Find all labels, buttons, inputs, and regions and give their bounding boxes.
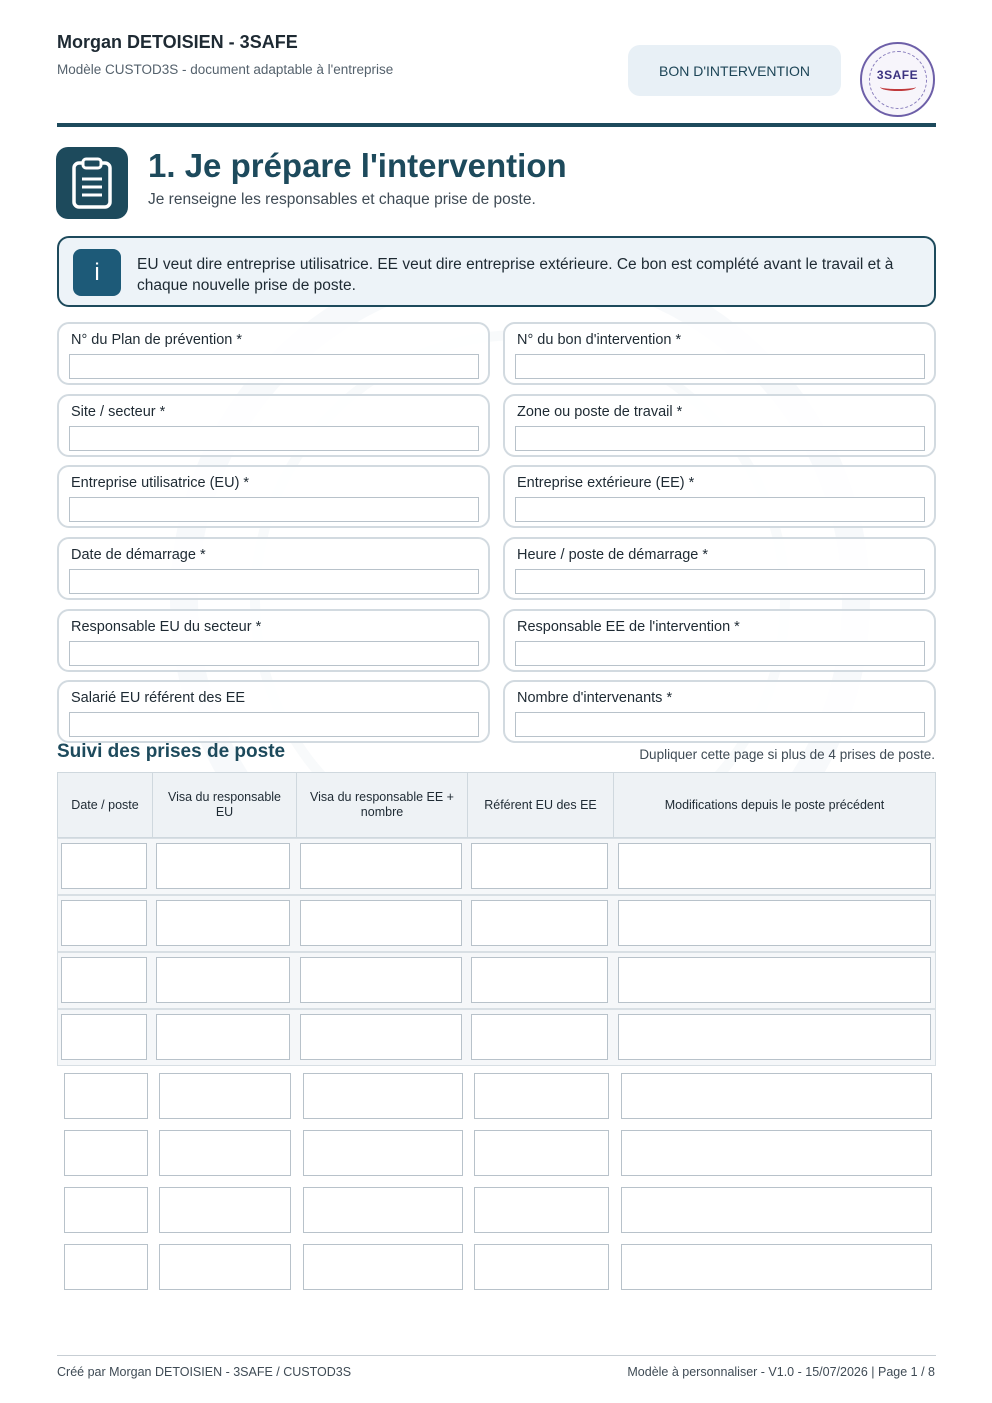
- table-cell-input[interactable]: [156, 843, 290, 889]
- field-site-secteur: [57, 394, 490, 457]
- table-header: [57, 772, 936, 838]
- field-entreprise-utilisatrice: [57, 465, 490, 528]
- field-label: Nombre d'intervenants *: [517, 690, 673, 706]
- table-cell-input[interactable]: [64, 1187, 148, 1233]
- section-title: 1. Je prépare l'intervention: [148, 147, 567, 184]
- table-cell-input[interactable]: [300, 900, 462, 946]
- date-demarrage-input[interactable]: [69, 569, 479, 594]
- table-cell-input[interactable]: [471, 957, 608, 1003]
- stamp-text: 3SAFE: [876, 68, 919, 82]
- page-header: [57, 30, 935, 100]
- field-entreprise-exterieure: [503, 465, 936, 528]
- responsable-eu-input[interactable]: [69, 641, 479, 666]
- table-cell-input[interactable]: [61, 957, 147, 1003]
- footer-version: Modèle à personnaliser - V1.0 - 15/07/2026 | Page 1 / 8: [627, 1365, 935, 1379]
- table-cell-input[interactable]: [474, 1244, 609, 1290]
- template-subtitle: Modèle CUSTOD3S - document adaptable à l'entreprise: [57, 62, 394, 77]
- field-nombre-intervenants: [503, 680, 936, 743]
- field-label: Salarié EU référent des EE: [71, 690, 246, 706]
- field-label: Entreprise extérieure (EE) *: [517, 475, 695, 491]
- table-cell-input[interactable]: [303, 1244, 463, 1290]
- table-cell-input[interactable]: [303, 1130, 463, 1176]
- table-cell-input[interactable]: [300, 843, 462, 889]
- table-cell-input[interactable]: [303, 1187, 463, 1233]
- field-salarie-referent: [57, 680, 490, 743]
- table-cell-input[interactable]: [64, 1244, 148, 1290]
- table-cell-input[interactable]: [474, 1187, 609, 1233]
- table-cell-input[interactable]: [303, 1073, 463, 1119]
- field-label: N° du bon d'intervention *: [517, 332, 682, 348]
- company-stamp-logo: [860, 42, 935, 117]
- info-callout: [57, 236, 936, 307]
- table-cell-input[interactable]: [618, 957, 931, 1003]
- table-cell-input[interactable]: [159, 1073, 291, 1119]
- field-label: Site / secteur *: [71, 404, 166, 420]
- salarie-referent-input[interactable]: [69, 712, 479, 737]
- responsable-ee-input[interactable]: [515, 641, 925, 666]
- table-cell-input[interactable]: [159, 1130, 291, 1176]
- stamp-ring: [869, 51, 927, 109]
- table-cell-input[interactable]: [471, 900, 608, 946]
- table-cell-input[interactable]: [61, 1014, 147, 1060]
- table-cell-input[interactable]: [618, 843, 931, 889]
- zone-poste-input[interactable]: [515, 426, 925, 451]
- table-cell-input[interactable]: [621, 1073, 932, 1119]
- table-cell-input[interactable]: [156, 900, 290, 946]
- field-heure-demarrage: [503, 537, 936, 600]
- table-cell-input[interactable]: [474, 1130, 609, 1176]
- doc-type-badge: BON D'INTERVENTION: [628, 45, 841, 96]
- table-cell-input[interactable]: [64, 1130, 148, 1176]
- table-cell-input[interactable]: [300, 1014, 462, 1060]
- column-header: Modifications depuis le poste précédent: [664, 797, 885, 812]
- table-cell-input[interactable]: [618, 1014, 931, 1060]
- field-label: Heure / poste de démarrage *: [517, 547, 709, 563]
- table-cell-input[interactable]: [621, 1130, 932, 1176]
- table-cell-input[interactable]: [621, 1244, 932, 1290]
- suivi-title: Suivi des prises de poste: [57, 741, 286, 762]
- site-secteur-input[interactable]: [69, 426, 479, 451]
- table-cell-input[interactable]: [64, 1073, 148, 1119]
- table-cell-input[interactable]: [474, 1073, 609, 1119]
- bon-intervention-input[interactable]: [515, 354, 925, 379]
- field-label: Zone ou poste de travail *: [517, 404, 683, 420]
- table-cell-input[interactable]: [156, 1014, 290, 1060]
- suivi-note: Dupliquer cette page si plus de 4 prises de poste.: [639, 747, 935, 762]
- field-plan-prevention: [57, 322, 490, 385]
- table-cell-input[interactable]: [618, 900, 931, 946]
- field-label: Responsable EE de l'intervention *: [517, 619, 740, 635]
- table-cell-input[interactable]: [61, 843, 147, 889]
- column-header: Référent EU des EE: [468, 773, 614, 837]
- header-divider: [57, 123, 936, 127]
- table-cell-input[interactable]: [471, 1014, 608, 1060]
- info-icon: i: [73, 249, 121, 296]
- field-bon-intervention: [503, 322, 936, 385]
- field-responsable-ee: [503, 609, 936, 672]
- author-name: Morgan DETOISIEN - 3SAFE: [57, 32, 298, 52]
- field-label: Date de démarrage *: [71, 547, 206, 563]
- nombre-intervenants-input[interactable]: [515, 712, 925, 737]
- column-header: Date / poste: [58, 773, 153, 837]
- table-cell-input[interactable]: [159, 1244, 291, 1290]
- field-label: Entreprise utilisatrice (EU) *: [71, 475, 250, 491]
- table-cell-input[interactable]: [159, 1187, 291, 1233]
- plan-prevention-input[interactable]: [69, 354, 479, 379]
- field-responsable-eu: [57, 609, 490, 672]
- table-cell-input[interactable]: [156, 957, 290, 1003]
- table-cell-input[interactable]: [471, 843, 608, 889]
- entreprise-exterieure-input[interactable]: [515, 497, 925, 522]
- footer-divider: [57, 1355, 936, 1356]
- info-text: EU veut dire entreprise utilisatrice. EE veut dire entreprise extérieure. Ce bon est complété avant le travail et à chaque nouvelle prise de poste.: [137, 256, 894, 294]
- entreprise-utilisatrice-input[interactable]: [69, 497, 479, 522]
- stamp-signature: [880, 83, 916, 91]
- field-zone-poste: [503, 394, 936, 457]
- footer-credit: Créé par Morgan DETOISIEN - 3SAFE / CUSTOD3S: [57, 1365, 352, 1379]
- field-label: Responsable EU du secteur *: [71, 619, 262, 635]
- table-cell-input[interactable]: [621, 1187, 932, 1233]
- table-cell-input[interactable]: [300, 957, 462, 1003]
- column-header: Visa du responsable EE + nombre: [297, 773, 468, 837]
- clipboard-icon: [56, 147, 128, 219]
- field-label: N° du Plan de prévention *: [71, 332, 243, 348]
- section-subtitle: Je renseigne les responsables et chaque prise de poste.: [148, 191, 536, 208]
- table-cell-input[interactable]: [61, 900, 147, 946]
- column-header: Visa du responsable EU: [153, 773, 297, 837]
- heure-demarrage-input[interactable]: [515, 569, 925, 594]
- field-date-demarrage: [57, 537, 490, 600]
